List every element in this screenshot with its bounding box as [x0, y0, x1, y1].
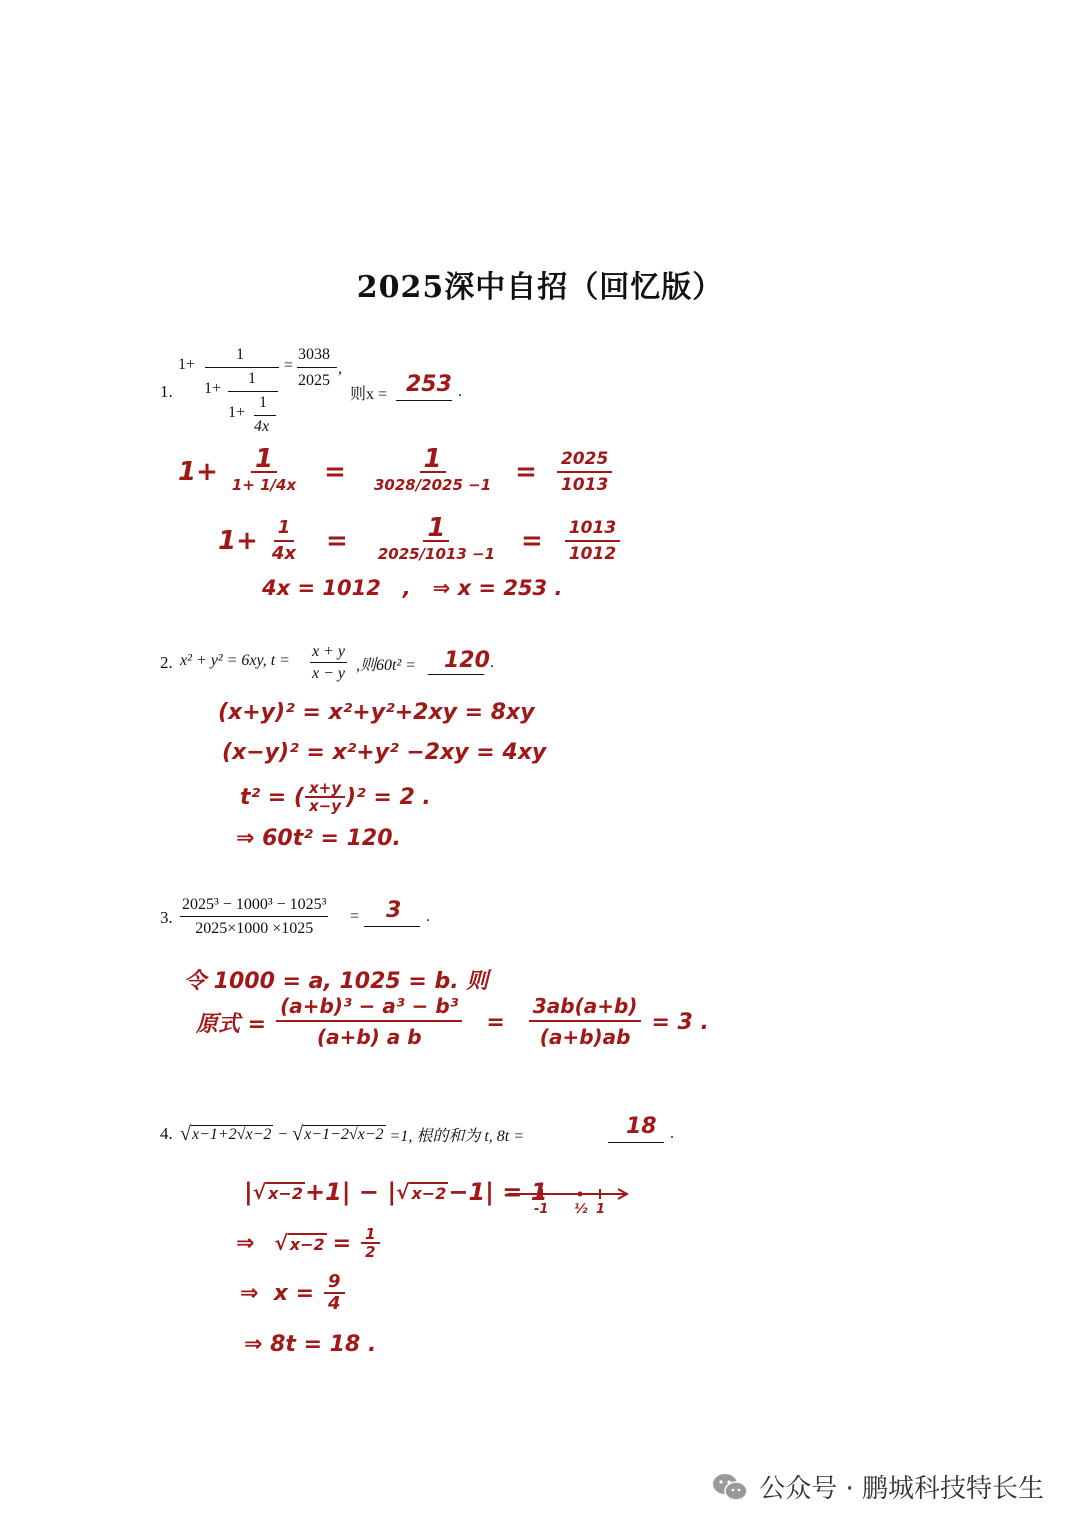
solution-2-line-4: ⇒ 60t² = 120. — [236, 826, 401, 851]
problem-1-answer-blank — [396, 400, 452, 401]
footer-watermark — [711, 1468, 1044, 1505]
problem-4-radical-1: x−1+2√x−2 — [191, 1126, 272, 1143]
problem-1-mid-bar — [228, 391, 278, 392]
problem-1-lhs-whole: 1+ — [178, 356, 196, 373]
solution-3-line-1: 令 1000 = a, 1025 = b. 则 — [184, 969, 489, 994]
number-line-label-half: ½ — [574, 1202, 588, 1217]
problem-4-answer: 18 — [626, 1114, 657, 1139]
problem-4-number: 4. — [160, 1124, 173, 1143]
problem-1-inner2-whole: 1+ — [228, 404, 246, 421]
problem-1-answer: 253 — [406, 372, 452, 397]
solution-4-line-1: | √ x−2 +1| − | √ x−2 −1| = 1 — [244, 1178, 548, 1206]
problem-4-end: . — [670, 1125, 674, 1142]
problem-1-end: . — [458, 383, 462, 400]
solution-4-line-4: ⇒ 8t = 18 . — [244, 1332, 377, 1357]
problem-1-tail: 则x = — [350, 386, 388, 403]
solution-1-line-2: 1+ $\frac{1}{4x}$ = $\frac{1}{2025/1013 -1}$ = $\frac{1013}{1012}$ — [218, 516, 624, 566]
wechat-icon — [711, 1472, 749, 1502]
problem-3-number: 3. — [160, 908, 173, 927]
problem-2-end: . — [490, 654, 494, 671]
problem-2-text-right: ,则60t² = — [356, 657, 417, 674]
solution-4-line-3: ⇒ x = $\frac{9}{4}$ — [240, 1272, 349, 1314]
problem-1-rhs-bar — [297, 367, 337, 368]
solution-4-line-2: ⇒ √ x−2 = $\frac{1}{2}$ — [236, 1226, 384, 1260]
problem-3-answer: 3 — [386, 898, 402, 923]
problem-2-fraction: x + y x − y — [312, 643, 345, 682]
footer-label: 公众号 · 鹏城科技特长生 — [759, 1474, 1044, 1504]
problem-1-main-bar — [205, 367, 279, 368]
solution-2-line-1: (x+y)² = x²+y²+2xy = 8xy — [218, 700, 535, 725]
problem-2-text-left: x² + y² = 6xy, t = — [180, 652, 290, 669]
problem-4-equation: √ x−1+2√x−2 − √ x−1−2√x−2 =1, 根的和为 t, 8t = — [180, 1123, 525, 1145]
problem-1-rhs-num: 3038 — [298, 346, 330, 363]
problem-1-low-bar — [254, 415, 276, 416]
solution-1-line-3: 4x = 1012 , ⇒ x = 253 . — [262, 576, 563, 600]
number-line-label-neg1: -1 — [534, 1202, 549, 1217]
problem-2-answer: 120 — [444, 648, 490, 673]
problem-1-inner-whole: 1+ — [204, 380, 222, 397]
problem-1-one-mid: 1 — [248, 370, 256, 387]
number-line-point-half — [578, 1192, 583, 1197]
solution-4-number-line — [500, 1180, 640, 1220]
problem-1-number: 1. — [160, 382, 173, 401]
problem-1-rhs-den: 2025 — [298, 372, 330, 389]
solution-2-line-3: t² = ( $\frac{x+y}{x-y}$ )² = 2 . — [240, 779, 431, 815]
number-line-label-1: 1 — [596, 1202, 606, 1217]
problem-2-number: 2. — [160, 653, 173, 672]
solution-2-line-2: (x−y)² = x²+y² −2xy = 4xy — [222, 740, 547, 765]
solution-1-line-1: 1+ $\frac{1}{1+ 1/4x}$ = $\frac{1}{3028/2025 -1}$ = $\frac{2025}{1013}$ — [178, 447, 616, 497]
page-title: 2025深中自招（回忆版） — [356, 270, 724, 305]
problem-2-answer-blank — [428, 674, 484, 675]
problem-3-end: . — [426, 908, 430, 925]
problem-1-one-top: 1 — [236, 346, 244, 363]
problem-1-one-low: 1 — [259, 394, 267, 411]
problem-1-four-x: 4x — [254, 418, 270, 435]
solution-3-line-2: 原式 = $\frac{\text{(a+b)³ − a³ − b³}}{\text{(a+b) a b}}$ = $\frac{3ab(a+b)}{(a+b)ab}$ = 3 . — [196, 994, 709, 1049]
problem-4-radical-2: x−1−2√x−2 — [304, 1126, 384, 1143]
problem-3-equals: = — [350, 908, 360, 925]
problem-3-answer-blank — [364, 926, 420, 927]
problem-3-fraction: 2025³ − 1000³ − 1025³ 2025×1000 ×1025 — [182, 896, 327, 937]
problem-4-answer-blank — [608, 1142, 664, 1143]
